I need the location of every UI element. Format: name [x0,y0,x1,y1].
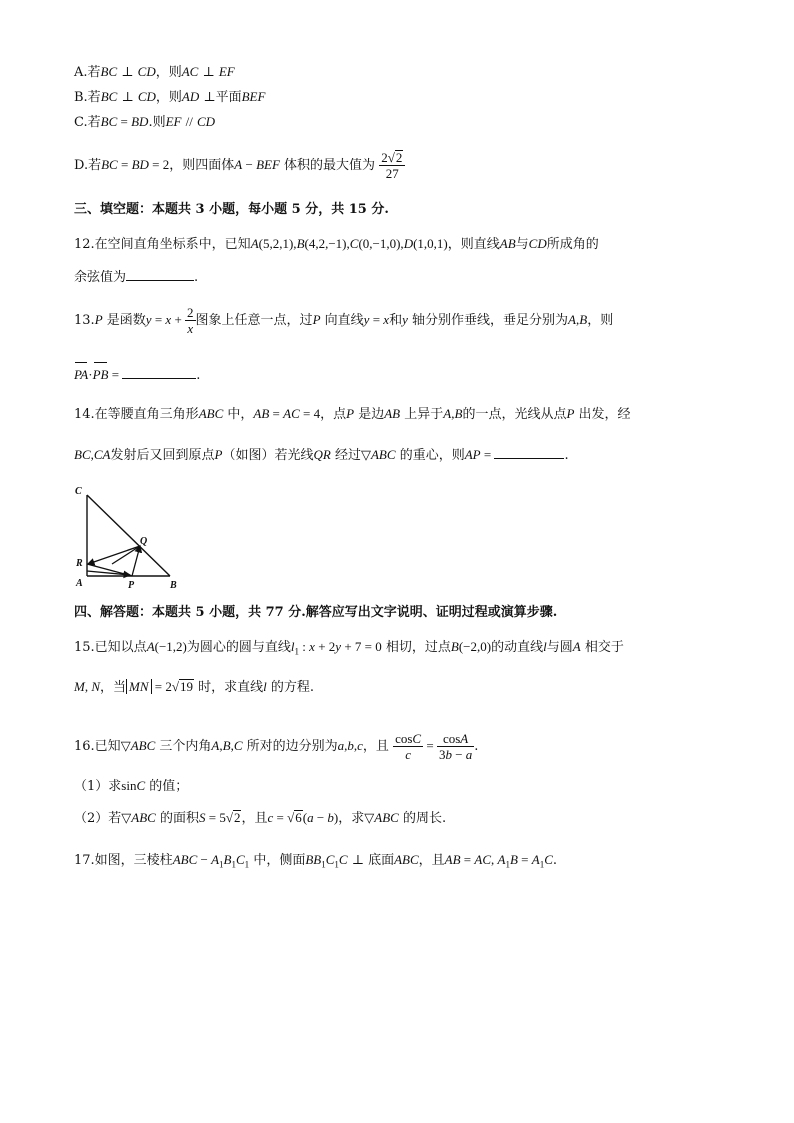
label-r: R [76,558,83,569]
option-b: B.若BC ⊥ CD，则AD ⊥平面BEF [74,89,266,105]
triangle-figure [72,486,190,594]
section-4-heading: 四、解答题：本题共 5 小题，共 77 分.解答应写出文字说明、证明过程或演算步骤. [74,605,558,620]
answer-blank[interactable] [126,267,194,281]
cos-c-fraction: $\frac{\cos C}{c}$ [395,731,422,762]
label-q: Q [140,536,148,547]
question-14-line2: BC,CA发射后又回到原点P（如图）若光线QR 经过▽ABC 的重心，则AP = . [74,447,569,463]
question-13-line1: 13.P 是函数y = x + $\frac{2}{x}$ 图象上任意一点，过P 向直线y = x和y 轴分别作垂线，垂足分别为A,B，则 [74,305,614,336]
side-bc [87,495,170,576]
question-13-line2: PA·PB = . [74,367,201,383]
question-12-line2: 余弦值为 . [74,267,198,288]
cos-a-fraction: $\frac{\cos A}{3b - a}$ [438,731,473,762]
option-c: C.若BC = BD.则EF // CD [74,114,216,130]
ray-a-p [87,571,130,575]
question-12-line1: 12.在空间直角坐标系中，已知A(5,2,1),B(4,2,−1),C(0,−1,0),D(1,0,1)，则直线AB与CD所成角的 [74,236,599,252]
option-a: A.若BC ⊥ CD，则AC ⊥ EF [74,64,235,80]
question-15-line1: 15.已知以点A(−1,2)为圆心的圆与直线$l_1$ : x + 2y + 7 = 0 相切，过点B(−2,0)的动直线l与圆A 相交于 [74,639,624,657]
question-17: 17.如图，三棱柱ABC − $A_1B_1C_1$ 中，侧面$BB_1C_1C$ ⊥ 底面ABC，且AB = AC, $A_1B = A_1C$. [74,852,558,870]
question-16-line1: 16.已知▽ABC 三个内角A,B,C 所对的边分别为a,b,c，且 $\frac{\cos C}{c}$ = $\frac{\cos A}{3b - a}$ . [74,731,479,762]
label-b: B [170,580,177,591]
question-16-part1: （1）求sinC 的值； [74,778,189,794]
label-c: C [75,486,82,497]
max-volume-fraction: $\frac{2√2}{27}$ [379,150,405,181]
label-a: A [76,578,83,589]
label-p: P [128,580,135,591]
question-14-line1: 14.在等腰直角三角形ABC 中，AB = AC = 4，点P 是边AB 上异于A,B的一点，光线从点P 出发，经 [74,406,631,422]
option-d: D.若BC = BD = 2，则四面体A − BEF 体积的最大值为 $\frac{2√2}{27}$ [74,146,405,185]
question-15-line2: M, N，当 MN = 2√19 时，求直线l 的方程. [74,679,315,695]
answer-blank[interactable] [494,445,564,459]
answer-blank[interactable] [122,365,196,379]
section-3-heading: 三、填空题：本题共 3 小题，每小题 5 分，共 15 分. [74,202,389,217]
ray-q-r [88,546,140,564]
question-16-part2: （2）若▽ABC 的面积S = 5√2，且c = √6(a − b)，求▽ABC 的周长. [74,810,447,826]
